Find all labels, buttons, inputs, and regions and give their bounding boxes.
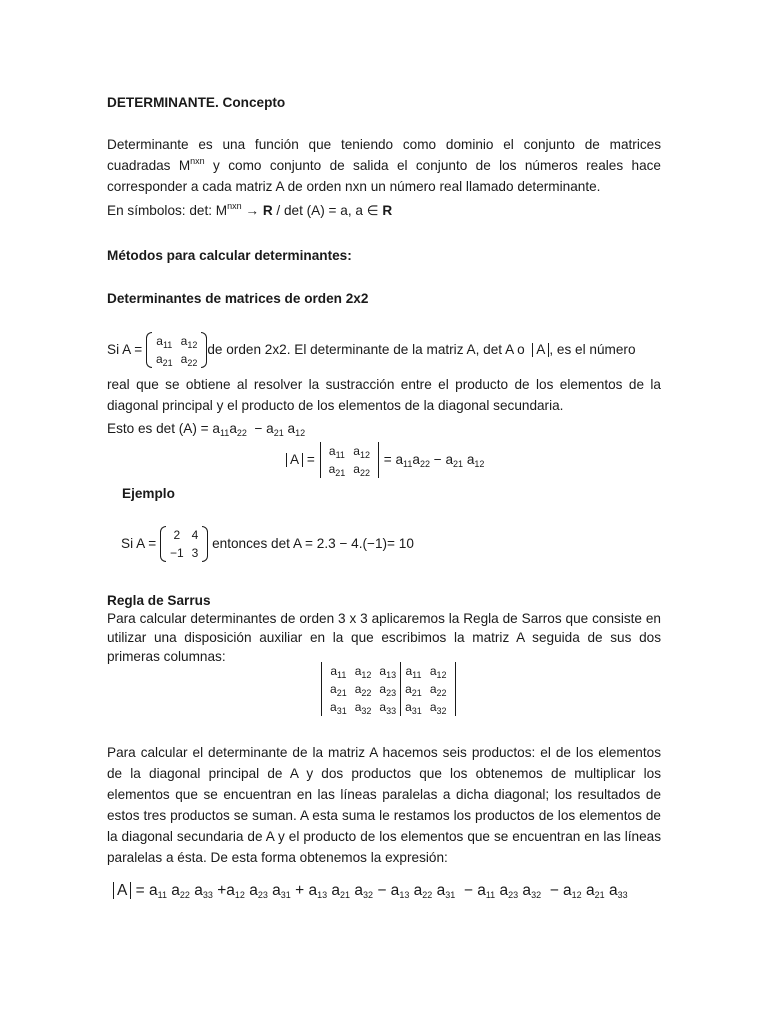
- sarrus-matrix: $a_{11}$ $a_{12}$ $a_{13}$ $a_{11}$ $a_{12}$ $a_{21}$ $a_{22}$ $a_{23}$ $a_{21}$ $a_{22}$ $a_{31}$ $a_{32}$ $a_{33}$ $a_{31}$ $a_{32}$: [320, 662, 457, 716]
- order2-formula: Esto es $\det (A) = a_{11}a_{22} - a_{21}$ $a_{12}$: [107, 421, 306, 438]
- order2-determinant-display: A = $a_{11}$ $a_{12}$ $a_{21}$ $a_{22}$ = $a_{11}a_{22} - a_{21}$ $a_{12}$: [286, 442, 768, 478]
- order2-definition-line: Si A = $a_{11}$ $a_{12}$ $a_{21}$ $a_{22}$ de orden 2x2. El determinante de la matriz A, det A o A , es el número: [107, 334, 636, 369]
- matrix-2x2-a: $a_{11}$ $a_{12}$ $a_{21}$ $a_{22}$: [146, 332, 207, 368]
- symbols-line: En símbolos: det: $M^{nxn} \to R / \det (A) = a$, a ∈ R: [107, 201, 393, 218]
- concept-paragraph: Determinante es una función que teniendo como dominio el conjunto de matrices cuadradas $M^{nxn}$ y como conjunto de salida el conjunto de los números reales hace corresponder a cada matriz A de orden nxn un número real llamado determinante.: [107, 137, 661, 194]
- order2-description: real que se obtiene al resolver la sustracción entre el producto de los elementos de la diagonal principal y el producto de los elementos de la diagonal secundaria.: [107, 377, 661, 413]
- example-line: Si A = 2 4 −1 3 entonces det A = 2.3 − 4.(−1)= 10: [121, 528, 414, 561]
- sarrus-arrangement: [320, 662, 457, 716]
- sarrus-description: Para calcular determinantes de orden 3 x 3 aplicaremos la Regla de Sarros que consiste en utilizar una disposición auxiliar en la que escribimos la matriz A seguida de sus dos primeras columnas:: [107, 611, 661, 664]
- sarrus-explanation: Para calcular el determinante de la matriz A hacemos seis productos: el de los elementos de la diagonal principal de A y dos productos que los obtenemos de multiplicar los elementos que se encuentran en las líneas paralelas a dicha diagonal; los resultados de estos tres productos se suman. A esta suma le restamos los productos de los elementos de la diagonal secundaria de A y el producto de los elementos que se encuentran en las líneas paralelas a ésta. De esta forma obtenemos la expresión:: [107, 745, 661, 865]
- example-heading: Ejemplo: [122, 486, 175, 501]
- sarrus-heading: Regla de Sarrus: [107, 593, 211, 608]
- page-title: DETERMINANTE. Concepto: [107, 95, 286, 110]
- determinant-2x2: $a_{11}$ $a_{12}$ $a_{21}$ $a_{22}$: [319, 442, 380, 478]
- sarrus-final-formula: $A = a_{11}$ $a_{22}$ $a_{33} +a_{12}$ $a_{23}$ $a_{31} + a_{13}$ $a_{21}$ $a_{32} - a_{13}$ $a_{22}$ $a_{31} - a_{11}$ $a_{23}$ $a_{32} - a_{12}$ $a_{21}$ $a_{33}$: [113, 880, 763, 901]
- methods-heading: Métodos para calcular determinantes:: [107, 248, 352, 263]
- order2-heading: Determinantes de matrices de orden 2x2: [107, 291, 369, 306]
- example-matrix: 2 4 −1 3: [160, 526, 208, 562]
- abs-a: A: [532, 343, 549, 357]
